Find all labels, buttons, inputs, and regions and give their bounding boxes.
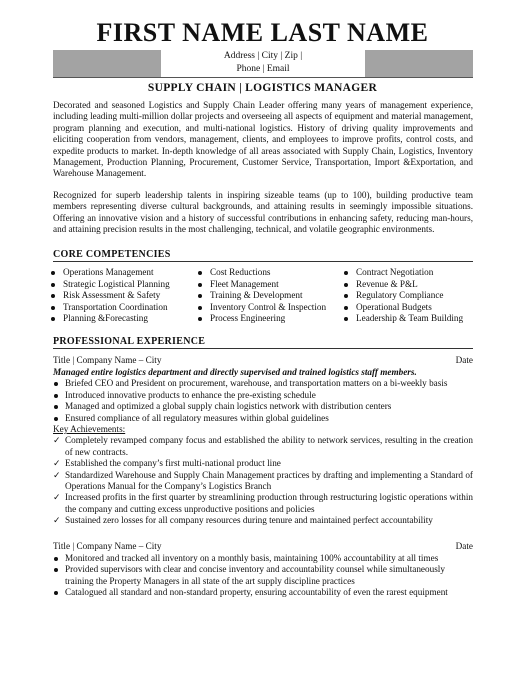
- job-entry-2: [53, 541, 473, 599]
- achievement-text: Established the company’s first multi-national product line: [65, 458, 281, 469]
- job-title-company: Title | Company Name – City: [53, 541, 162, 551]
- list-item: Monitored and tracked all inventory on a monthly basis, maintaining 100% accountability at all times: [53, 553, 473, 564]
- list-item: Briefed CEO and President on procurement, warehouse, and transportation matters on a bi-weekly basis: [53, 378, 473, 389]
- list-item: [53, 492, 473, 515]
- competency-item: Planning &Forecasting: [49, 313, 170, 325]
- competency-item: Revenue & P&L: [342, 279, 463, 291]
- contact-band-right-bar: [365, 50, 473, 77]
- job-header: [53, 541, 473, 553]
- list-item: [53, 515, 473, 526]
- list-item: Introduced innovative products to enhance the pre-existing schedule: [53, 390, 473, 401]
- job-header: [53, 355, 473, 367]
- competency-column-2: [196, 267, 326, 325]
- list-item: Catalogued all standard and non-standard property, ensuring accountability of even the rarest equipment: [53, 587, 473, 598]
- competency-item: Regulatory Compliance: [342, 290, 463, 302]
- job-date: Date: [455, 541, 473, 551]
- competency-item: Transportation Coordination: [49, 302, 170, 314]
- contact-address-line: Address | City | Zip |: [223, 51, 303, 61]
- competency-column-1: [49, 267, 170, 325]
- competency-item: Strategic Logistical Planning: [49, 279, 170, 291]
- contact-band: [53, 50, 473, 77]
- achievement-text: Standardized Warehouse and Supply Chain Management practices by drafting and implementing a Standard of Operations Manual for the Company’s Logistics Branch: [65, 469, 473, 492]
- key-achievements-label: Key Achievements:: [53, 424, 126, 435]
- checkmark-icon: ✓: [53, 515, 61, 526]
- achievements-list: [53, 435, 473, 526]
- job-title-company: Title | Company Name – City: [53, 355, 162, 365]
- core-competencies-heading: CORE COMPETENCIES: [53, 249, 473, 262]
- competency-item: Operational Budgets: [342, 302, 463, 314]
- list-item: [53, 458, 473, 469]
- checkmark-icon: ✓: [53, 492, 61, 503]
- competency-item: Inventory Control & Inspection: [196, 302, 326, 314]
- list-item: Ensured compliance of all regulatory measures within global guidelines: [53, 413, 473, 424]
- job-duties-list: [53, 378, 473, 424]
- checkmark-icon: ✓: [53, 435, 61, 446]
- checkmark-icon: ✓: [53, 458, 61, 469]
- achievement-text: Completely revamped company focus and established the ability to network services, resulting in the creation of new contracts.: [65, 435, 473, 457]
- list-item: [53, 470, 473, 493]
- job-duties-list: [53, 553, 473, 599]
- competency-column-3: [342, 267, 463, 325]
- job-summary: Managed entire logistics department and directly supervised and trained logistics staff members.: [53, 367, 417, 377]
- contact-phone-line: Phone | Email: [236, 64, 290, 74]
- contact-band-left-bar: [53, 50, 161, 77]
- checkmark-icon: ✓: [53, 469, 61, 480]
- competency-item: Training & Development: [196, 290, 326, 302]
- summary-paragraph-2: Recognized for superb leadership talents in inspiring sizeable teams (up to 100), building productive team members representing diverse cultural backgrounds, and attaining results in seemingly impossible situations. Offering an innovative vision and a history of successful contributions in enhancing safety, reducing man-hours, and attaining precision results in the most challenging, technical, and volatile geographic environments.: [53, 190, 473, 235]
- achievement-text: Increased profits in the first quarter by streamlining production through restructuring logistic operations within the company and cutting excess unproductive positions and policies: [65, 492, 473, 514]
- job-date: Date: [455, 355, 473, 365]
- target-job-title: SUPPLY CHAIN | LOGISTICS MANAGER: [147, 82, 378, 94]
- header-divider: [53, 77, 473, 78]
- summary-paragraph-1: Decorated and seasoned Logistics and Supply Chain Leader offering many years of management experience, including leading multi-million dollar projects and overseeing all aspects of equipment and material management, program planning and execution, and multi-national logistics. History of driving quality improvements and eliciting cooperation from vendors, management, clients, and employees to improve profits, control costs, and expedite products to market. In-depth knowledge of all areas associated with Supply Chain, Logistics, Inventory Management, Production Planning, Procurement, Customer Service, Transportation, Import &Exportation, and Warehouse Management.: [53, 100, 473, 179]
- competency-item: Contract Negotiation: [342, 267, 463, 279]
- list-item: Managed and optimized a global supply chain logistics network with distribution centers: [53, 401, 473, 412]
- competency-item: Process Engineering: [196, 313, 326, 325]
- competency-item: Risk Assessment & Safety: [49, 290, 170, 302]
- list-item: Provided supervisors with clear and concise inventory and accountability counsel while simultaneously training the Property Managers in all state of the art supply discipline practices: [53, 564, 473, 587]
- competency-item: Operations Management: [49, 267, 170, 279]
- competency-item: Cost Reductions: [196, 267, 326, 279]
- list-item: [53, 435, 473, 458]
- competency-item: Leadership & Team Building: [342, 313, 463, 325]
- candidate-name: FIRST NAME LAST NAME: [96, 18, 429, 47]
- professional-experience-heading: PROFESSIONAL EXPERIENCE: [53, 336, 473, 349]
- achievement-text: Sustained zero losses for all company resources during tenure and maintained perfect accountability: [65, 515, 433, 526]
- job-entry-1: [53, 355, 473, 527]
- competency-item: Fleet Management: [196, 279, 326, 291]
